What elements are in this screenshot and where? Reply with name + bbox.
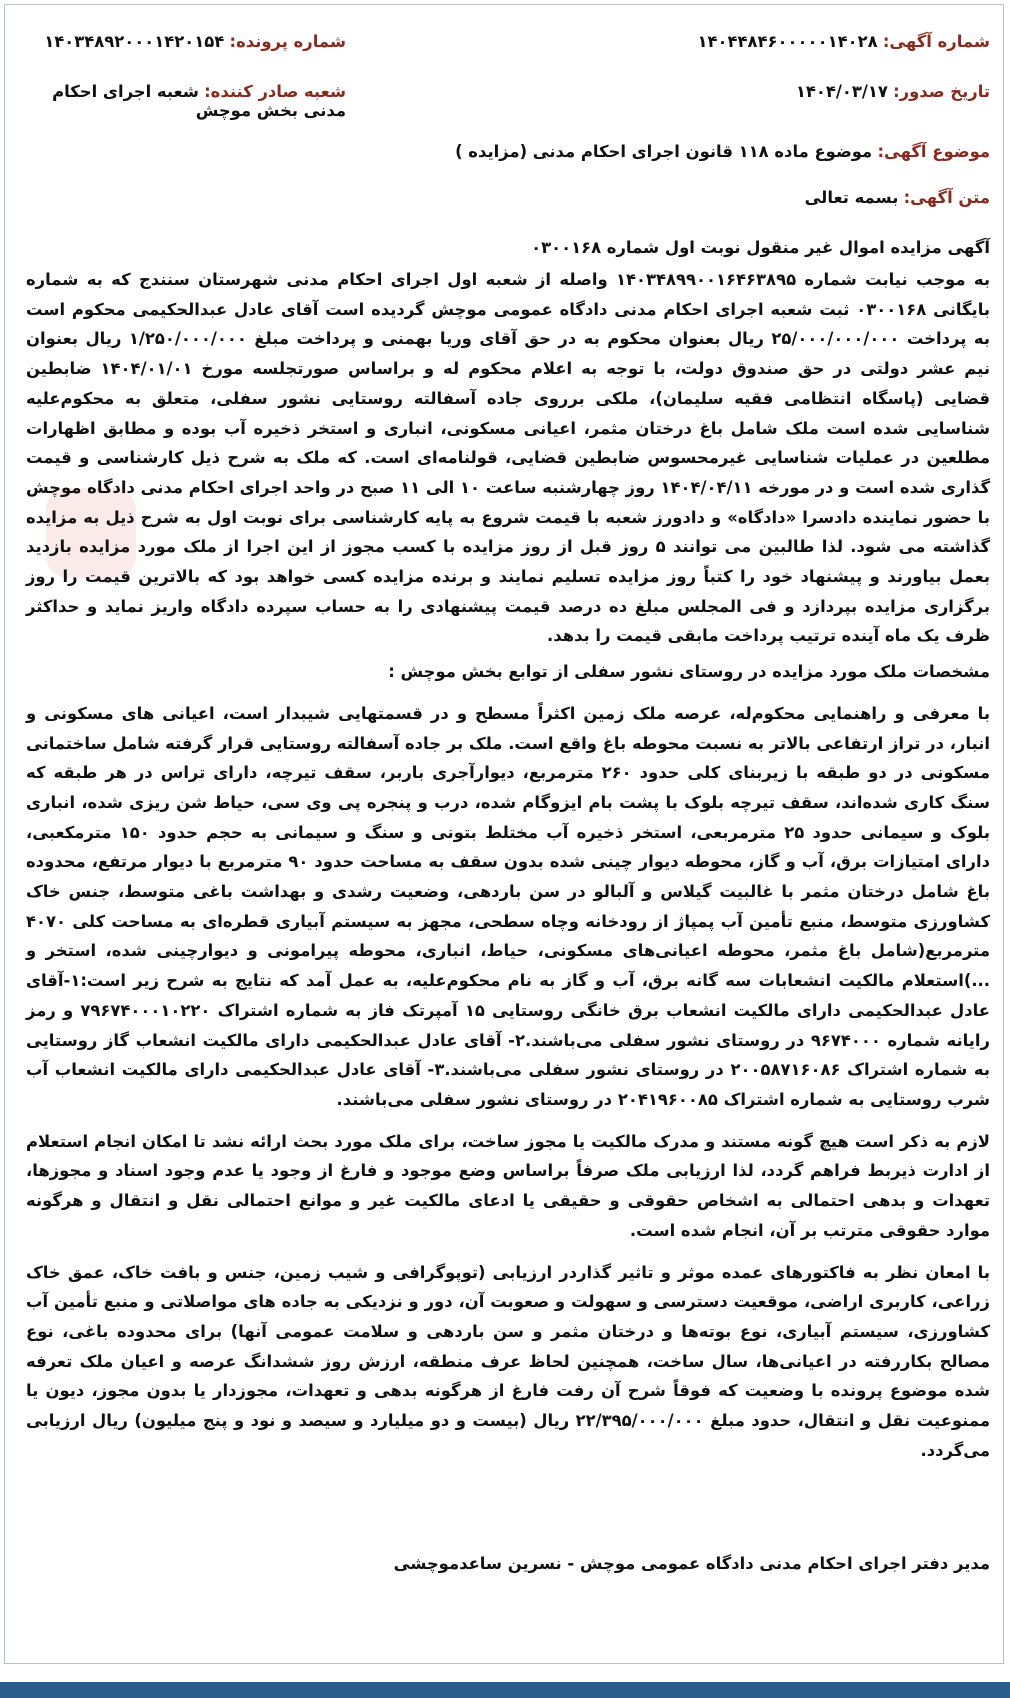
header-row-2: [26, 82, 990, 132]
subject-row: [26, 142, 990, 188]
branch: شعبه اجرای احکام مدنی بخش موچش: [52, 82, 346, 120]
text-intro: بسمه تعالی: [804, 188, 899, 207]
ad-document: [26, 32, 991, 1573]
paragraph-notice: لازم به ذکر است هیچ گونه مستند و مدرک مالکیت یا مجوز ساخت، برای ملک مورد بحث ارائه نشد تا امکان انجام استعلام از ادارت ذیربط فراهم گردد، لذا ارزیابی ملک صرفاً براساس وضع موجود و فارغ از وجود یا عدم وجود اسناد و مجوزها، تعهدات و بدهی احتمالی به اشخاص حقوقی و حقیقی یا ادعای مالکیت غیر و موانع احتمالی نقل و انتقال و هرگونه موارد حقوقی مترتب بر آن، انجام شده است.: [26, 1131, 990, 1240]
bottom-bar: [0, 1682, 1010, 1698]
case-number-label: شماره پرونده:: [229, 32, 346, 51]
subject: موضوع ماده ۱۱۸ قانون اجرای احکام مدنی (مزایده ): [455, 142, 873, 161]
text-label: متن آگهی:: [903, 188, 990, 207]
paragraph-main: به موجب نیابت شماره ۱۴۰۳۴۸۹۹۰۰۱۶۴۶۳۸۹۵ واصله از شعبه اول اجرای احکام مدنی شهرستان سنندج که به شماره بایگانی ۰۳۰۰۱۶۸ ثبت شعبه اجرای احکام مدنی دادگاه عمومی موچش گردیده است آقای عادل عبدالحکیمی محکوم است به پرداخت ۲۵/۰۰۰/۰۰۰/۰۰۰ ریال بعنوان محکوم به در حق آقای وریا بهمنی و پرداخت مبلغ ۱/۲۵۰/۰۰۰/۰۰۰ ریال بعنوان نیم عشر دولتی در حق صندوق دولت، با توجه به اعلام محکوم له و براساس صورتجلسه مورخ ۱۴۰۴/۰۱/۰۱ ضابطین قضایی (پاسگاه انتظامی فقیه سلیمان)، ملکی برروی جاده آسفالته روستایی نشور سفلی، متعلق به محکوم‌علیه شناسایی شده است ملک شامل باغ درختان مثمر، اعیانی مسکونی، انباری و استخر ذخیره آب بوده و مطابق اظهارات مطلعین در عملیات شناسایی غیرمحسوس ضابطین قضایی، قولنامه‌ای است. که ملک به شرح ذیل کارشناسی و قیمت گذاری شده است و در مورخه ۱۴۰۴/۰۴/۱۱ روز چهارشنبه ساعت ۱۰ الی ۱۱ صبح در واحد اجرای احکام مدنی دادگاه موچش با حضور نماینده دادسرا «دادگاه» و دادورز شعبه با قیمت شروع به پایه کارشناسی برای نوبت اول به شرح ذیل به مزایده گذاشته می شود. لذا طالبین می توانند ۵ روز قبل از روز مزایده با کسب مجوز از این اجرا از ملک مورد مزایده بازدید بعمل بیاورند و پیشنهاد خود را کتباً روز مزایده تسلیم نمایند و برنده مزایده کسی خواهد بود که بالاترین قیمت را روز برگزاری مزایده بپردازد و فی المجلس مبلغ ده درصد قیمت پیشنهادی را به حساب سپرده دادگاه واریز نماید و حداکثر ظرف یک ماه آینده ترتیب پرداخت مابقی قیمت را بدهد.: [26, 270, 991, 646]
ad-number: ۱۴۰۴۴۸۴۶۰۰۰۰۰۱۴۰۲۸: [697, 32, 878, 51]
case-number: ۱۴۰۳۴۸۹۲۰۰۰۱۴۲۰۱۵۴: [44, 32, 225, 51]
signature: مدیر دفتر اجرای احکام مدنی دادگاه عمومی موچش - نسرین ساعدموچشی: [393, 1554, 990, 1573]
paragraph-valuation: با امعان نظر به فاکتورهای عمده موثر و تاثیر گذاردر ارزیابی (توپوگرافی و شیب زمین، جنس و بافت خاک، عمق خاک زراعی، کاربری اراضی، موقعیت دسترسی و سهولت و صعوبت آن، دور و نزدیکی به جاده های مواصلاتی و منبع تأمین آب کشاورزی، سیستم آبیاری، نوع بوته‌ها و درختان مثمر و سن باردهی و سلامت عمومی آنها) برای محدوده باغی، نوع مصالح بکاررفته در اعیانی‌ها، سال ساخت، همچنین لحاظ عرف منطقه، ارزش روز ششدانگ عرصه و اعیان ملک تعرفه شده موضوع پرونده با وضعیت که فوقاً شرح آن رفت فارغ از هرگونه بدهی و تعهدات، مجوزدار یا بدون مجوز، دیون یا ممنوعیت نقل و انتقال، حدود مبلغ ۲۲/۳۹۵/۰۰۰/۰۰۰ ریال (بیست و دو میلیارد و سیصد و نود و پنج میلیون) ریال ارزیابی می‌گردد.: [26, 1262, 990, 1460]
ad-title: آگهی مزایده اموال غیر منقول نوبت اول شماره ۰۳۰۰۱۶۸: [531, 238, 990, 257]
paragraph-property-heading: مشخصات ملک مورد مزایده در روستای نشور سفلی از توابع بخش موچش :: [388, 662, 990, 682]
header-row-1: [26, 32, 990, 82]
branch-label: شعبه صادر کننده:: [204, 82, 346, 101]
subject-label: موضوع آگهی:: [877, 142, 990, 161]
ad-number-label: شماره آگهی:: [882, 32, 990, 51]
issue-date: ۱۴۰۴/۰۳/۱۷: [795, 82, 888, 101]
text-row: [26, 188, 990, 224]
paragraph-property-details: با معرفی و راهنمایی محکوم‌له، عرصه ملک زمین اکثراً مسطح و در قسمتهایی شیبدار است، اعیانی های مسکونی و انبار، در تراز ارتفاعی بالاتر به نسبت محوطه باغ واقع است. ملک بر جاده آسفالته روستایی قرار گرفته شامل ساختمانی مسکونی در دو طبقه با زیربنای کلی حدود ۲۶۰ مترمربع، دیوارآجری باربر، سقف تیرچه، دارای تراس در هر طبقه که سنگ کاری شده‌اند، سقف تیرچه بلوک با پشت بام ایزوگام شده، درب و پنجره پی وی سی، حیاط شن ریزی شده، انباری بلوک و سیمانی حدود ۲۵ مترمربعی، استخر ذخیره آب مختلط بتونی و سنگ و سیمانی به حجم حدود ۱۵۰ مترمکعبی، دارای امتیازات برق، آب و گاز، محوطه دیوار چینی شده بدون سقف به مساحت حدود ۹۰ مترمربع با دیوار مرتفع، محدوده باغ شامل درختان مثمر با غالبیت گیلاس و آلبالو در سن باردهی، وضعیت رشدی و بهداشت باغی متوسط، جنس خاک کشاورزی متوسط، منبع تأمین آب پمپاژ از رودخانه وچاه سطحی، مجهز به سیستم آبیاری قطره‌ای به مساحت کلی ۴۰۷۰ مترمربع(شامل باغ مثمر، محوطه اعیانی‌های مسکونی، حیاط، انباری، محوطه پیرامونی و دیوارچینی شده، استخر و ...)استعلام مالکیت انشعابات سه گانه برق، آب و گاز به نام محکوم‌علیه، به عمل آمد که نتایج به شرح زیر است:۱-آقای عادل عبدالحکیمی دارای مالکیت انشعاب برق خانگی روستایی ۱۵ آمپرتک فاز به شماره اشتراک ۷۹۶۷۴۰۰۰۱۰۲۲۰ و رمز رایانه شماره ۹۶۷۴۰۰۰ در روستای نشور سفلی می‌باشند.۲- آقای عادل عبدالحکیمی دارای مالکیت انشعاب گاز روستایی به شماره اشتراک ۲۰۰۵۸۷۱۶۰۸۶ در روستای نشور سفلی می‌باشند.۳- آقای عادل عبدالحکیمی دارای مالکیت انشعاب آب شرب روستایی به شماره اشتراک ۲۰۴۱۹۶۰۰۸۵ در روستای نشور سفلی می‌باشند.: [26, 703, 990, 1109]
issue-date-label: تاریخ صدور:: [893, 82, 990, 101]
